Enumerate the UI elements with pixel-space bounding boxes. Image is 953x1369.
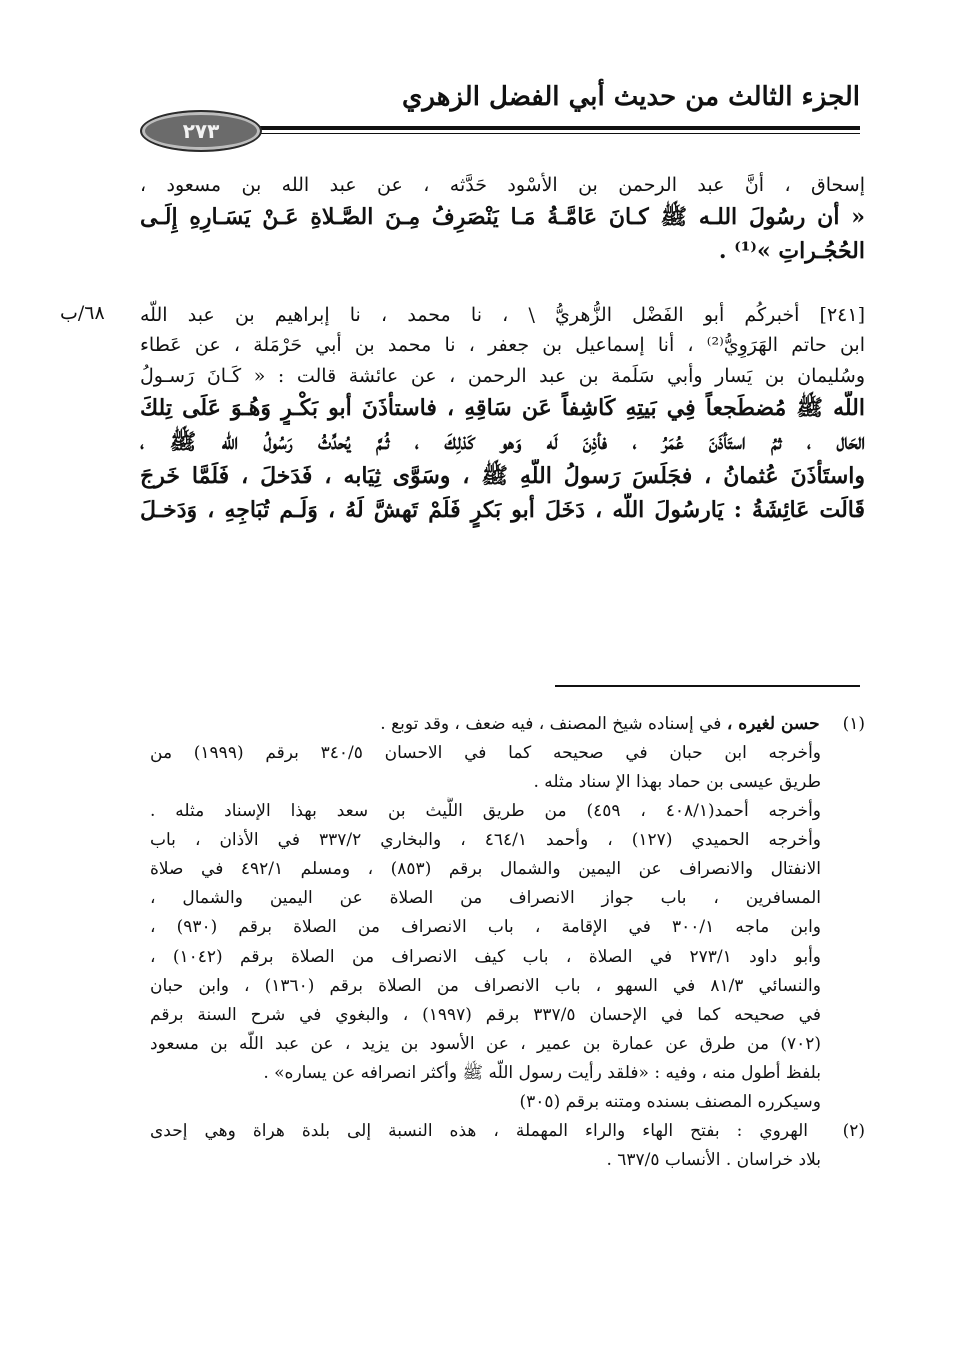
footnote-line: الانفتال والانصراف عن اليمين والشمال برقم (٨٥٣) ، ومسلم ٤٩٢/١ في صلاة: [150, 859, 821, 880]
hadith-text-line: قَالَت عَائِشَةُ : يَارسُولَ اللّه ، دَخَلَ أبو بَكرٍ فَلَمْ تَهشَّ لَهُ ، وَلَـم تُبَاجِهِ ، وَدَخـلَ: [140, 497, 865, 524]
footnote-2-first-line: [150, 1117, 865, 1146]
footnote-line: في صحيحه كما في الإحسان ٣٣٧/٥ برقم (١٩٩٧) ، والبغوي في شرح السنة برقم: [150, 1004, 821, 1025]
hadith-text-line: الحَال ، ثمُ استَأذَنَ عُمَرُ ، فأذِنَ لَه وَهو كَذلِكَ ، ثُـمَّ يُحدِّثُ رَسُولُ اللّه ﷺ ،: [140, 429, 865, 456]
hadith-text-line: اللّه ﷺ مُضطَجعاً فِي بَيتِهِ كَاشِفاً عَن سَاقِهِ ، فاستأذَنَ أبو بَكْـرٍ وَهُـوَ عَلَى تِلكَ: [140, 395, 865, 422]
isnad-line: [٢٤١] أخبركُم أبو الفَضْل الزُّهريُّ \ ، نا محمد ، نا إبراهيم بن عبد اللّه: [140, 304, 865, 326]
footnote-text: الهروي : بفتح الهاء والراء المهملة ، هذه النسبة إلى بلدة هراة وهي إحدى: [150, 1120, 808, 1141]
footnote-line: بلاد خراسان . الأنساب ٦٣٧/٥ .: [606, 1149, 821, 1170]
footnote-line: (٧٠٢) من طرق عن عمارة بن عمير ، عن الأسود بن يزيد ، عن عبد اللّه بن مسعود: [150, 1033, 821, 1054]
manuscript-folio-ref: ٦٨/ب: [60, 302, 105, 324]
isnad-line: وسُليمان بن يَسار وأبي سَلَمة بن عبد الرحمن ، عن عائشة قالت : « كَـانَ رَسـولُ: [140, 364, 865, 387]
isnad-line: ابن حاتم الهَرَوِيُّ⁽²⁾ ، أنا إسماعيل بن جعفر ، نا محمد بن أبي حَرْمَلة ، عن عَطاء: [140, 334, 865, 357]
text-line: إسحاق ، أنَّ عبد الرحمن بن الأسْود حَدَّثه ، عن عبد الله بن مسعود ،: [140, 174, 865, 196]
footnote-line: طريق عيسى بن حماد بهذا الإ سناد مثله .: [533, 772, 821, 793]
footnote-text: في إسناده شيخ المصنف ، فيه ضعف ، وقد توبع .: [380, 714, 722, 734]
footnote-line: بلفظ أطول منه ، وفيه : «فلقد رأيت رسول اللّه ﷺ وأكثر انصرافه عن يساره» .: [263, 1062, 821, 1083]
footnote-line: وأخرجه أحمد(٤٠٨/١ ، ٤٥٩) من طريق اللَّيث بن سعد بهذا الإسناد مثله .: [150, 801, 822, 822]
footnote-line: وابن ماجه ٣٠٠/١ في الإقامة ، باب الانصراف من الصلاة برقم (٩٣٠) ،: [150, 917, 821, 938]
footnote-line: وأبو داود ٢٧٣/١ في الصلاة ، باب كيف الانصراف من الصلاة برقم (١٠٤٢) ،: [150, 946, 822, 967]
footnote-grade: حسن لغيره ،: [726, 714, 820, 734]
running-title: الجزء الثالث من حديث أبي الفضل الزهري: [402, 82, 860, 112]
page-number-badge: ٢٧٣: [140, 110, 262, 152]
footnote-line: المسافرين ، باب جواز الانصراف من الصلاة عن اليمين والشمال ،: [150, 888, 821, 909]
footnote-number: (١): [842, 714, 865, 734]
footnotes: [150, 710, 865, 1175]
footnote-number: (٢): [842, 1120, 865, 1141]
paragraph-continuation: [140, 170, 865, 269]
footnote-line: وسيكرره المصنف بسنده ومتنه برقم (٣٠٥): [519, 1091, 821, 1112]
header-rule: [230, 126, 860, 130]
footnote-line: وأخرجه ابن حبان في صحيحه كما في الاحسان ٣٤٠/٥ برقم (١٩٩٩) من: [150, 743, 821, 764]
hadith-text-line: « أن رسُولَ اللـه ﷺ كـانَ عَامَّـةُ مَـا يَنْصَرِفُ مِـنَ الصَّـلاةِ عَـنْ يَسَـارِهِ إِلَـى: [140, 204, 865, 231]
footnote-line: وأخرجه الحميدي (١٢٧) ، وأحمد ٤٦٤/١ ، والبخاري ٣٣٧/٢ في الأذان ، باب: [150, 830, 822, 851]
hadith-text-line: واستَأذَنَ عُثمانُ ، فجَلَسَ رَسولُ اللّهِ ﷺ ، وسَوَّى ثِيَابه ، فَدَخلَ ، فَلَمَّا خَرجَ: [140, 463, 865, 490]
hadith-text-line: الحُجُـراتِ »⁽¹⁾ .: [718, 238, 865, 265]
footnote-separator: [555, 685, 860, 687]
footnote-1-first-line: [150, 710, 865, 739]
page-header: [140, 82, 860, 152]
footnote-line: والنسائي ٨١/٣ في السهو ، باب الانصراف من الصلاة برقم (١٣٦٠) ، وابن حبان: [150, 975, 821, 996]
hadith-241: [140, 300, 865, 528]
header-rule-thin: [230, 133, 860, 134]
